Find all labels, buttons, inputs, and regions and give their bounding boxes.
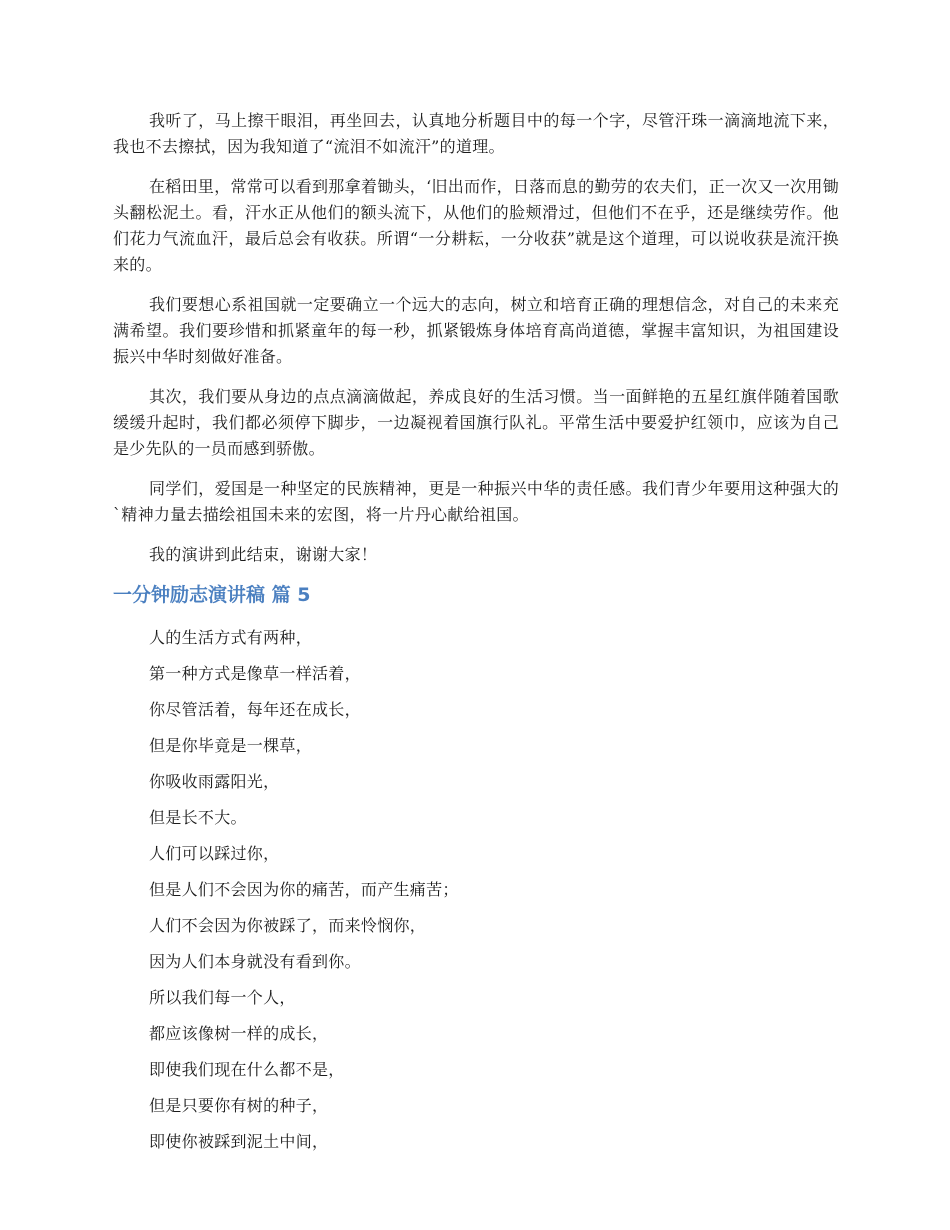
- paragraph: 我听了，马上擦干眼泪，再坐回去，认真地分析题目中的每一个字，尽管汗珠一滴滴地流下来，我也不去擦拭，因为我知道了“流泪不如流汗”的道理。: [113, 111, 839, 156]
- paragraph: 同学们，爱国是一种坚定的民族精神，更是一种振兴中华的责任感。我们青少年要用这种强大的`精神力量去描绘祖国未来的宏图，将一片丹心献给祖国。: [113, 479, 839, 524]
- poem-line: 因为人们本身就没有看到你。: [149, 952, 361, 971]
- poem-line: 即使你被踩到泥土中间，: [149, 1132, 329, 1151]
- poem-line: 即使我们现在什么都不是，: [149, 1060, 345, 1079]
- poem-line: 人的生活方式有两种，: [149, 628, 313, 647]
- poem-line: 第一种方式是像草一样活着，: [149, 664, 361, 683]
- poem-line: 你吸收雨露阳光，: [149, 772, 280, 791]
- paragraph: 在稻田里，常常可以看到那拿着锄头，‘旧出而作，日落而息的勤劳的农夫们，正一次又一次用锄头翻松泥土。看，汗水正从他们的额头流下，从他们的脸颊滑过，但他们不在乎，还是继续劳作。他们花力气流血汗，最后总会有收获。所谓“一分耕耘，一分收获”就是这个道理，可以说收获是流汗换来的。: [113, 177, 839, 274]
- poem-line: 人们可以踩过你，: [149, 844, 280, 863]
- poem-line: 你尽管活着，每年还在成长，: [149, 700, 361, 719]
- paragraph: 我们要想心系祖国就一定要确立一个远大的志向，树立和培育正确的理想信念，对自己的未来充满希望。我们要珍惜和抓紧童年的每一秒，抓紧锻炼身体培育高尚道德，掌握丰富知识，为祖国建设振兴中华时刻做好准备。: [113, 295, 839, 366]
- paragraph: 其次，我们要从身边的点点滴滴做起，养成良好的生活习惯。当一面鲜艳的五星红旗伴随着国歌缓缓升起时，我们都必须停下脚步，一边凝视着国旗行队礼。平常生活中要爱护红领巾，应该为自己是少先队的一员而感到骄傲。: [113, 387, 839, 458]
- poem-line: 但是人们不会因为你的痛苦，而产生痛苦；: [149, 880, 459, 899]
- poem-line: 人们不会因为你被踩了，而来怜悯你，: [149, 916, 427, 935]
- poem-line: 但是只要你有树的种子，: [149, 1096, 329, 1115]
- paragraph: 我的演讲到此结束，谢谢大家！: [149, 545, 378, 564]
- poem-line: 都应该像树一样的成长，: [149, 1024, 329, 1043]
- poem-line: 但是长不大。: [149, 808, 247, 827]
- poem-block: [113, 620, 839, 1160]
- poem-line: 但是你毕竟是一棵草，: [149, 736, 313, 755]
- document-page: [113, 108, 839, 1160]
- poem-line: 所以我们每一个人，: [149, 988, 296, 1007]
- section-heading: 一分钟励志演讲稿 篇 5: [113, 584, 311, 606]
